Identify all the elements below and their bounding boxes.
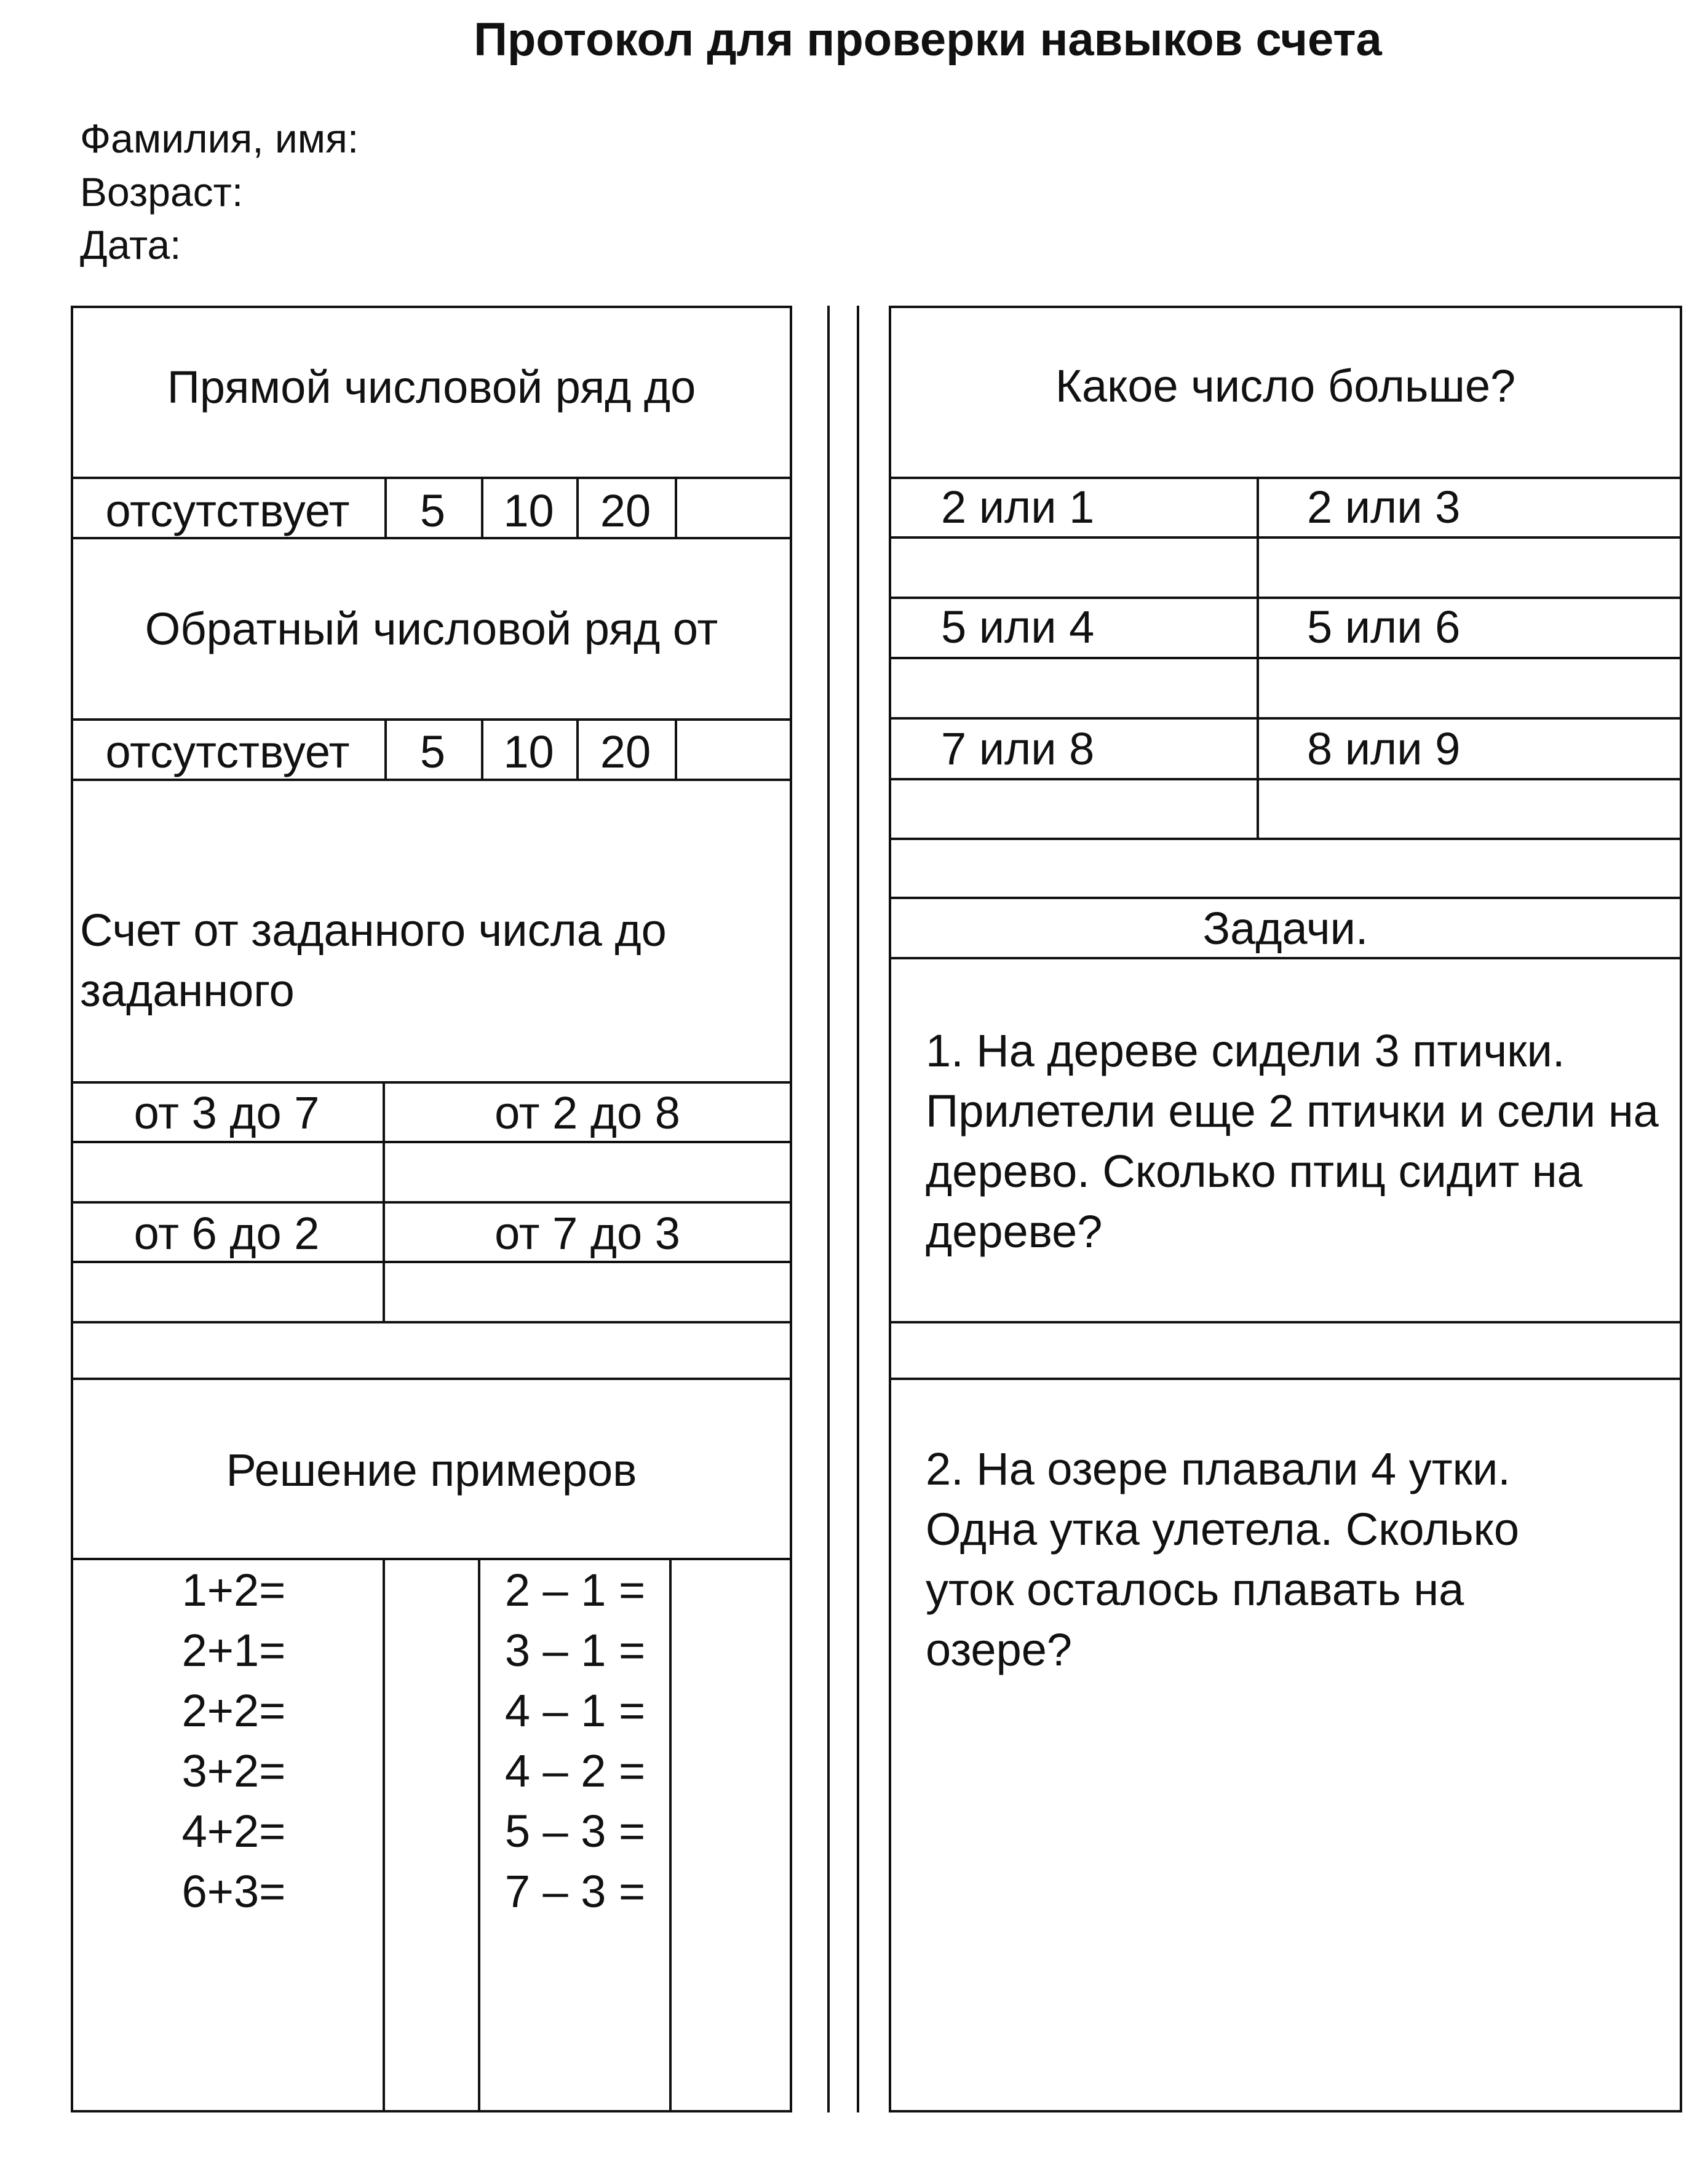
subtraction-example: 4 – 2 =: [504, 1745, 646, 1796]
divider: [71, 779, 792, 781]
divider: [71, 537, 792, 539]
compare-heading: Какое число больше?: [1055, 360, 1516, 411]
backward-heading: Обратный числовой ряд от: [145, 603, 718, 654]
divider: [478, 1558, 480, 2112]
divider: [71, 477, 792, 479]
tasks-heading: Задачи.: [1202, 903, 1368, 954]
separator-line: [857, 306, 859, 2112]
divider: [71, 1378, 792, 1380]
addition-example: 2+1=: [181, 1625, 286, 1676]
divider: [889, 1321, 1682, 1323]
divider: [675, 477, 677, 538]
subtraction-example: 2 – 1 =: [504, 1565, 646, 1616]
subtraction-example: 5 – 3 =: [504, 1806, 646, 1857]
counting-item: от 6 до 2: [133, 1208, 320, 1259]
forward-heading: Прямой числовой ряд до: [167, 362, 696, 413]
divider: [71, 1201, 792, 1204]
divider: [889, 536, 1682, 539]
subtraction-example: 7 – 3 =: [504, 1866, 646, 1917]
divider: [71, 1321, 792, 1323]
backward-option-5[interactable]: 5: [419, 726, 446, 777]
divider: [71, 1141, 792, 1143]
surname-label: Фамилия, имя:: [80, 116, 359, 161]
divider: [889, 778, 1682, 780]
divider: [889, 838, 1682, 840]
subtraction-example: 4 – 1 =: [504, 1685, 646, 1736]
page-title: Протокол для проверки навыков счета: [474, 14, 1382, 66]
divider: [889, 657, 1682, 659]
divider: [675, 718, 677, 780]
backward-option-20[interactable]: 20: [600, 726, 651, 777]
compare-pair: 2 или 3: [1307, 482, 1461, 533]
counting-item: от 3 до 7: [133, 1087, 320, 1138]
addition-example: 4+2=: [181, 1806, 286, 1857]
addition-example: 6+3=: [181, 1866, 286, 1917]
addition-example: 2+2=: [181, 1685, 286, 1736]
addition-example: 1+2=: [181, 1565, 286, 1616]
forward-option-5[interactable]: 5: [419, 485, 446, 536]
compare-pair: 8 или 9: [1307, 723, 1461, 774]
backward-option-absent[interactable]: отсутствует: [105, 726, 350, 777]
addition-examples: [135, 1560, 332, 1922]
counting-heading: Счет от заданного числа до заданного: [80, 905, 667, 1016]
forward-option-absent[interactable]: отсутствует: [105, 485, 350, 536]
task-1-text: 1. На дереве сидели 3 птички. Прилетели еще 2 птички и сели на дерево. Сколько птиц сидит на дереве?: [926, 1025, 1659, 1257]
compare-pair: 7 или 8: [941, 723, 1095, 774]
counting-item: от 2 до 8: [495, 1087, 680, 1138]
separator-line: [827, 306, 830, 2112]
divider: [669, 1558, 672, 2112]
divider: [889, 1378, 1682, 1380]
divider: [71, 718, 792, 721]
examples-heading: Решение примеров: [226, 1445, 637, 1496]
divider: [71, 1261, 792, 1263]
counting-item: от 7 до 3: [495, 1208, 680, 1259]
compare-pair: 2 или 1: [941, 482, 1095, 533]
age-label: Возраст:: [80, 169, 244, 215]
compare-pair: 5 или 4: [941, 601, 1095, 653]
divider: [889, 957, 1682, 959]
date-label: Дата:: [80, 222, 181, 268]
addition-example: 3+2=: [181, 1745, 286, 1796]
task-2-text: 2. На озере плавали 4 утки. Одна утка улетела. Сколько уток осталось плавать на озере?: [926, 1443, 1520, 1675]
backward-option-10[interactable]: 10: [503, 726, 554, 777]
subtraction-examples: [486, 1560, 664, 1922]
subtraction-example: 3 – 1 =: [504, 1625, 646, 1676]
compare-pair: 5 или 6: [1307, 601, 1461, 653]
forward-option-20[interactable]: 20: [600, 485, 651, 536]
forward-option-10[interactable]: 10: [503, 485, 554, 536]
divider: [383, 1558, 385, 2112]
